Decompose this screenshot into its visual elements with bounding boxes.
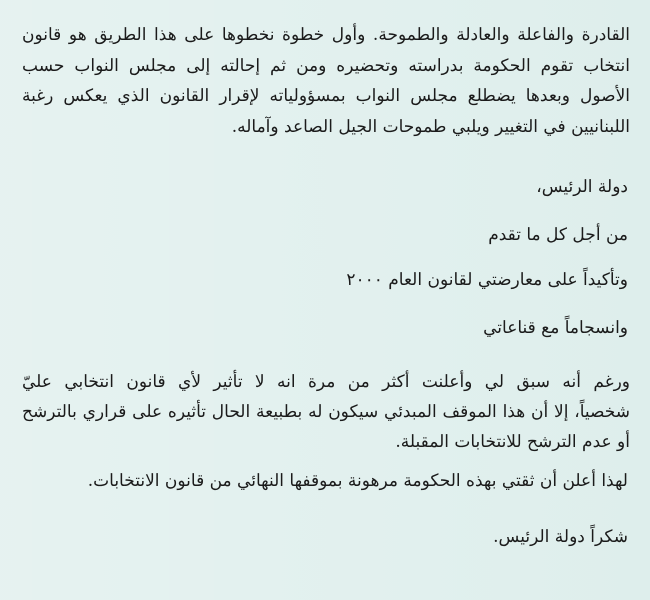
- address-line: دولة الرئيس،: [536, 177, 628, 197]
- paragraph-2-line: ورغم أنه سبق لي وأعلنت أكثر من مرة انه لا تأثير لأي قانون انتخابي عليّ: [22, 372, 630, 392]
- paragraph-1-line: انتخاب تقوم الحكومة بدراسته وتحضيره ومن ثم إحالته إلى مجلس النواب حسب: [22, 55, 630, 76]
- paragraph-2-line: شخصياً، إلا أن هذا الموقف المبدئي سيكون له بطبيعة الحال تأثيره على قراري بالترشح: [22, 402, 630, 422]
- closing-line: شكراً دولة الرئيس.: [493, 527, 628, 547]
- paragraph-1-line: اللبنانيين في التغيير ويلبي طموحات الجيل الصاعد وآماله.: [231, 116, 630, 137]
- for-sake-line: من أجل كل ما تقدم: [488, 225, 628, 245]
- paragraph-1-line: القادرة والفاعلة والعادلة والطموحة. وأول خطوة نخطوها على هذا الطريق هو قانون: [22, 25, 630, 45]
- paragraph-1: [22, 20, 630, 142]
- paragraph-1-line: الأصول وبعدها يضطلع مجلس النواب بمسؤولياته لإقرار القانون الذي يعكس رغبة: [22, 86, 630, 106]
- paragraph-3: لهذا أعلن أن ثقتي بهذه الحكومة مرهونة بموقفها النهائي من قانون الانتخابات.: [87, 471, 628, 491]
- confirm-line: وتأكيداً على معارضتي لقانون العام ٢٠٠٠: [346, 270, 628, 290]
- paragraph-2-line: أو عدم الترشح للانتخابات المقبلة.: [395, 432, 630, 452]
- paragraph-2: [22, 367, 630, 457]
- consistent-line: وانسجاماً مع قناعاتي: [483, 318, 628, 338]
